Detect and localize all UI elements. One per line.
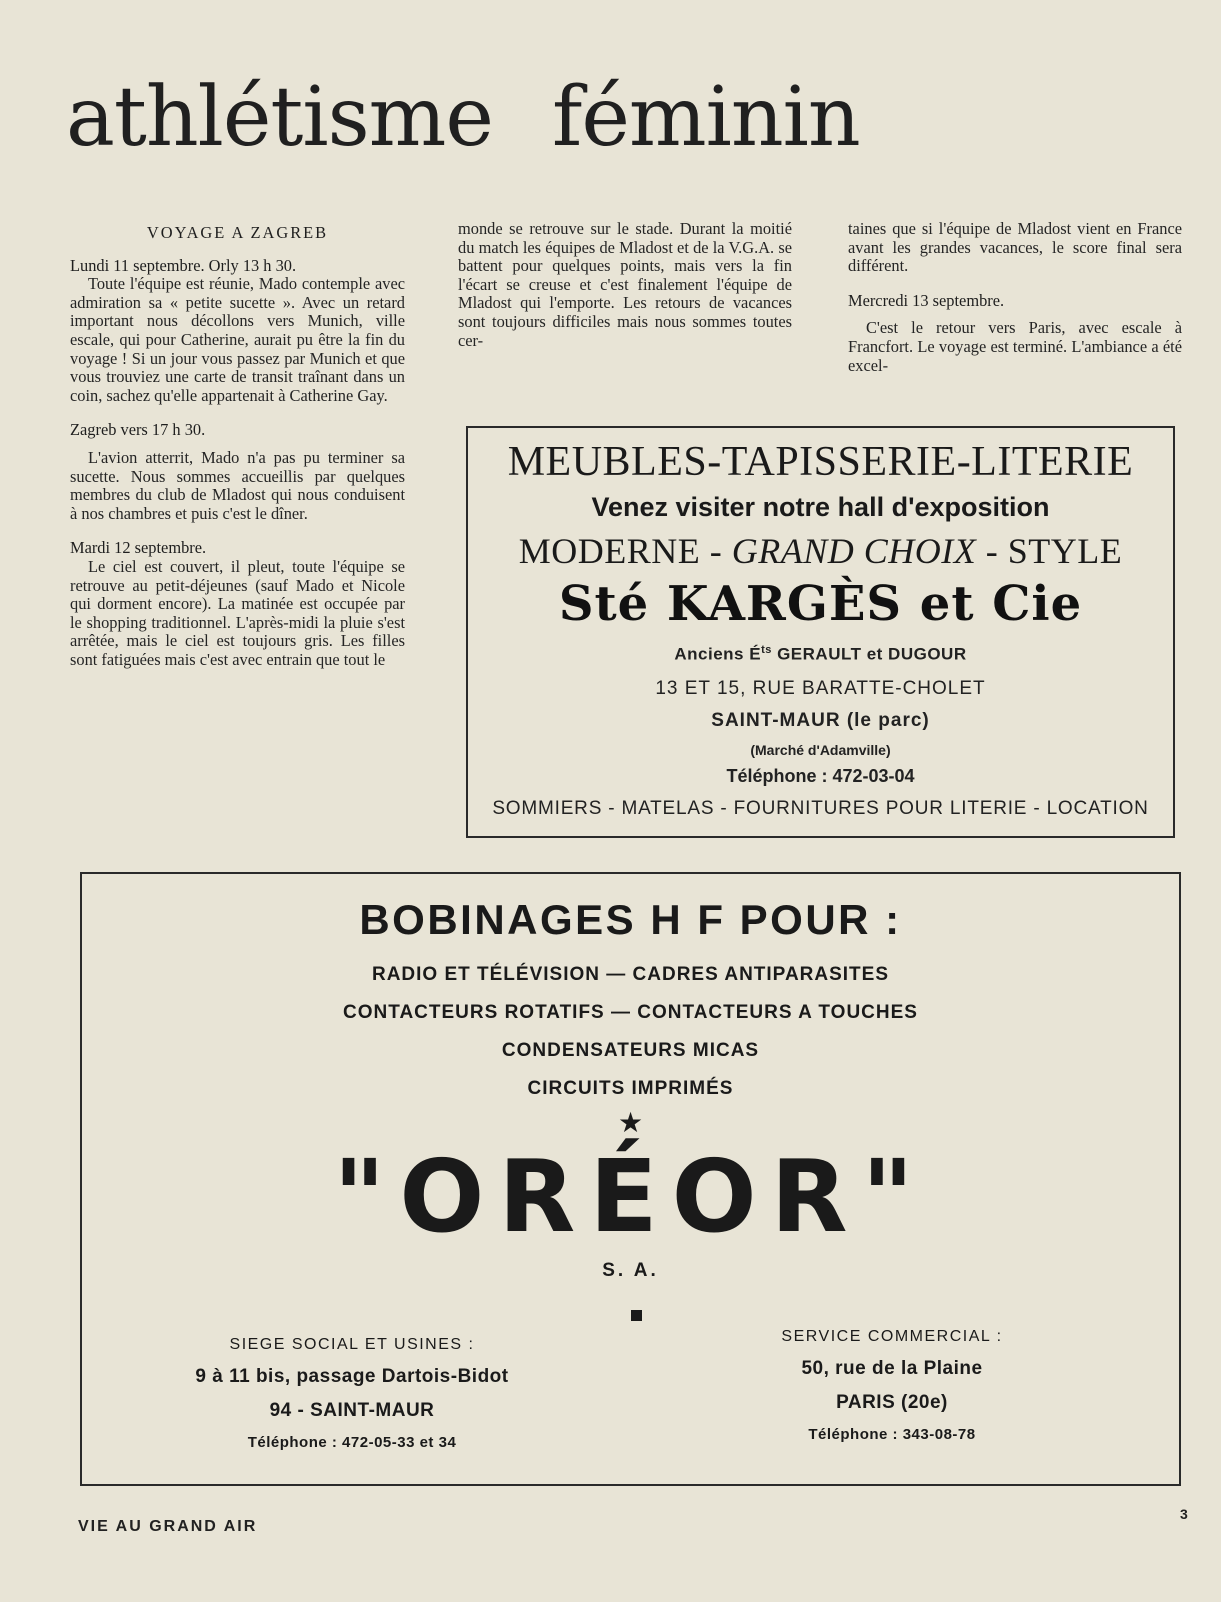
former-sup: ts [761,644,772,656]
star-icon: ★ [617,1107,644,1138]
entry-text: Le ciel est couvert, il pleut, toute l'équipe se retrouve au petit-déjeunes (sauf Mado et Nicole qui dorment encore). La matinée est occupée par le shopping traditionnel. L'après-midi la pluie s'est arrêtée, mais le ciel est toujours gris. Les filles sont fatiguées mais c'est avec entrain que tout le [70,556,405,669]
style-grand-choix: GRAND CHOIX [731,531,977,571]
entry-date: Mardi 12 septembre. [70,538,207,558]
entry-text: L'avion atterrit, Mado n'a pas pu terminer sa sucette. Nous sommes accueillis par quelques membres du club de Mladost qui nous conduisent à nos chambres et puis c'est le dîner. [70,447,405,523]
sales-label: SERVICE COMMERCIAL : [781,1328,1003,1345]
article-column-3 [848,220,1182,375]
ad-furniture-subtitle: Venez visiter notre hall d'exposition [591,492,1050,522]
article-heading: VOYAGE A ZAGREB [146,223,329,242]
hq-city: 94 - SAINT-MAUR [269,1400,435,1421]
style-modern: MODERNE - [518,531,732,571]
ad-coils-legal-form: S. A. [602,1260,659,1281]
ad-furniture-former-owners [468,644,1173,665]
ad-coils-product-line: RADIO ET TÉLÉVISION — CADRES ANTIPARASITES [371,964,890,985]
article-column-1 [70,222,405,669]
ad-coils-sales [742,1328,1042,1443]
entry-date: Zagreb vers 17 h 30. [70,420,206,440]
entry-date: Lundi 11 septembre. Orly 13 h 30. [70,255,297,275]
square-bullet-icon [631,1310,642,1321]
sales-phone: Téléphone : 343-08-78 [808,1426,976,1443]
style-style: - STYLE [976,531,1123,571]
ad-furniture-city: SAINT-MAUR (le parc) [711,710,930,731]
ad-furniture-market: (Marché d'Adamville) [750,742,891,758]
ad-furniture-style-line [468,530,1173,572]
ad-coils-title: BOBINAGES H F POUR : [359,896,902,943]
ad-coils-product-line: CONDENSATEURS MICAS [501,1040,760,1061]
ad-furniture-services: SOMMIERS - MATELAS - FOURNITURES POUR LITERIE - LOCATION [492,798,1149,819]
ad-furniture-title: MEUBLES-TAPISSERIE-LITERIE [507,439,1134,485]
entry-text: Toute l'équipe est réunie, Mado contemple avec admiration sa « petite sucette ». Avec un retard important nous décollons vers Munich, ville escale, qui pour Catherine, aurait pu être la fin du voyage ! Si un jour vous passez par Munich et que vous trouviez une carte de transit traînant dans un coin, sachez qu'elle appartenait à Catherine Gay. [70,274,405,405]
ad-coils-brand: "ORÉOR" [333,1138,928,1255]
ad-furniture-phone: Téléphone : 472-03-04 [726,766,915,786]
sales-city: PARIS (20e) [836,1392,948,1413]
former-names: GERAULT et DUGOUR [771,644,967,664]
hq-phone: Téléphone : 472-05-33 et 34 [247,1434,457,1451]
entry-text: monde se retrouve sur le stade. Durant la moitié du match les équipes de Mladost et de la V.G.A. se battent pour quelques points, mais vers la fin l'écart se creuse et c'est finalement l'équipe de Mladost qui l'emporte. Les retours de vacances sont toujours difficiles mais nous sommes toutes cer- [458,219,792,350]
entry-text: C'est le retour vers Paris, avec escale à Francfort. Le voyage est terminé. L'ambiance a été excel- [848,318,1182,375]
ad-furniture-company: Sté KARGÈS et Cie [558,576,1083,632]
page-number: 3 [1180,1506,1188,1522]
ad-coils-product-line: CIRCUITS IMPRIMÉS [527,1078,734,1099]
entry-date: Mercredi 13 septembre. [848,290,1005,310]
former-prefix: Anciens É [674,644,762,664]
hq-address: 9 à 11 bis, passage Dartois-Bidot [195,1366,509,1387]
coils-advertisement [80,872,1181,1486]
ad-coils-headquarters [162,1336,542,1451]
furniture-advertisement [466,426,1175,838]
footer-publication: VIE AU GRAND AIR [78,1518,258,1535]
article-column-2 [458,220,792,350]
ad-coils-product-line: CONTACTEURS ROTATIFS — CONTACTEURS A TOUCHES [343,1002,918,1023]
sales-address: 50, rue de la Plaine [801,1358,983,1379]
entry-text: taines que si l'équipe de Mladost vient en France avant les grandes vacances, le score final sera différent. [848,219,1182,276]
page-title: athlétisme féminin [66,70,860,165]
ad-furniture-address: 13 ET 15, RUE BARATTE-CHOLET [655,678,986,699]
hq-label: SIEGE SOCIAL ET USINES : [229,1336,475,1353]
